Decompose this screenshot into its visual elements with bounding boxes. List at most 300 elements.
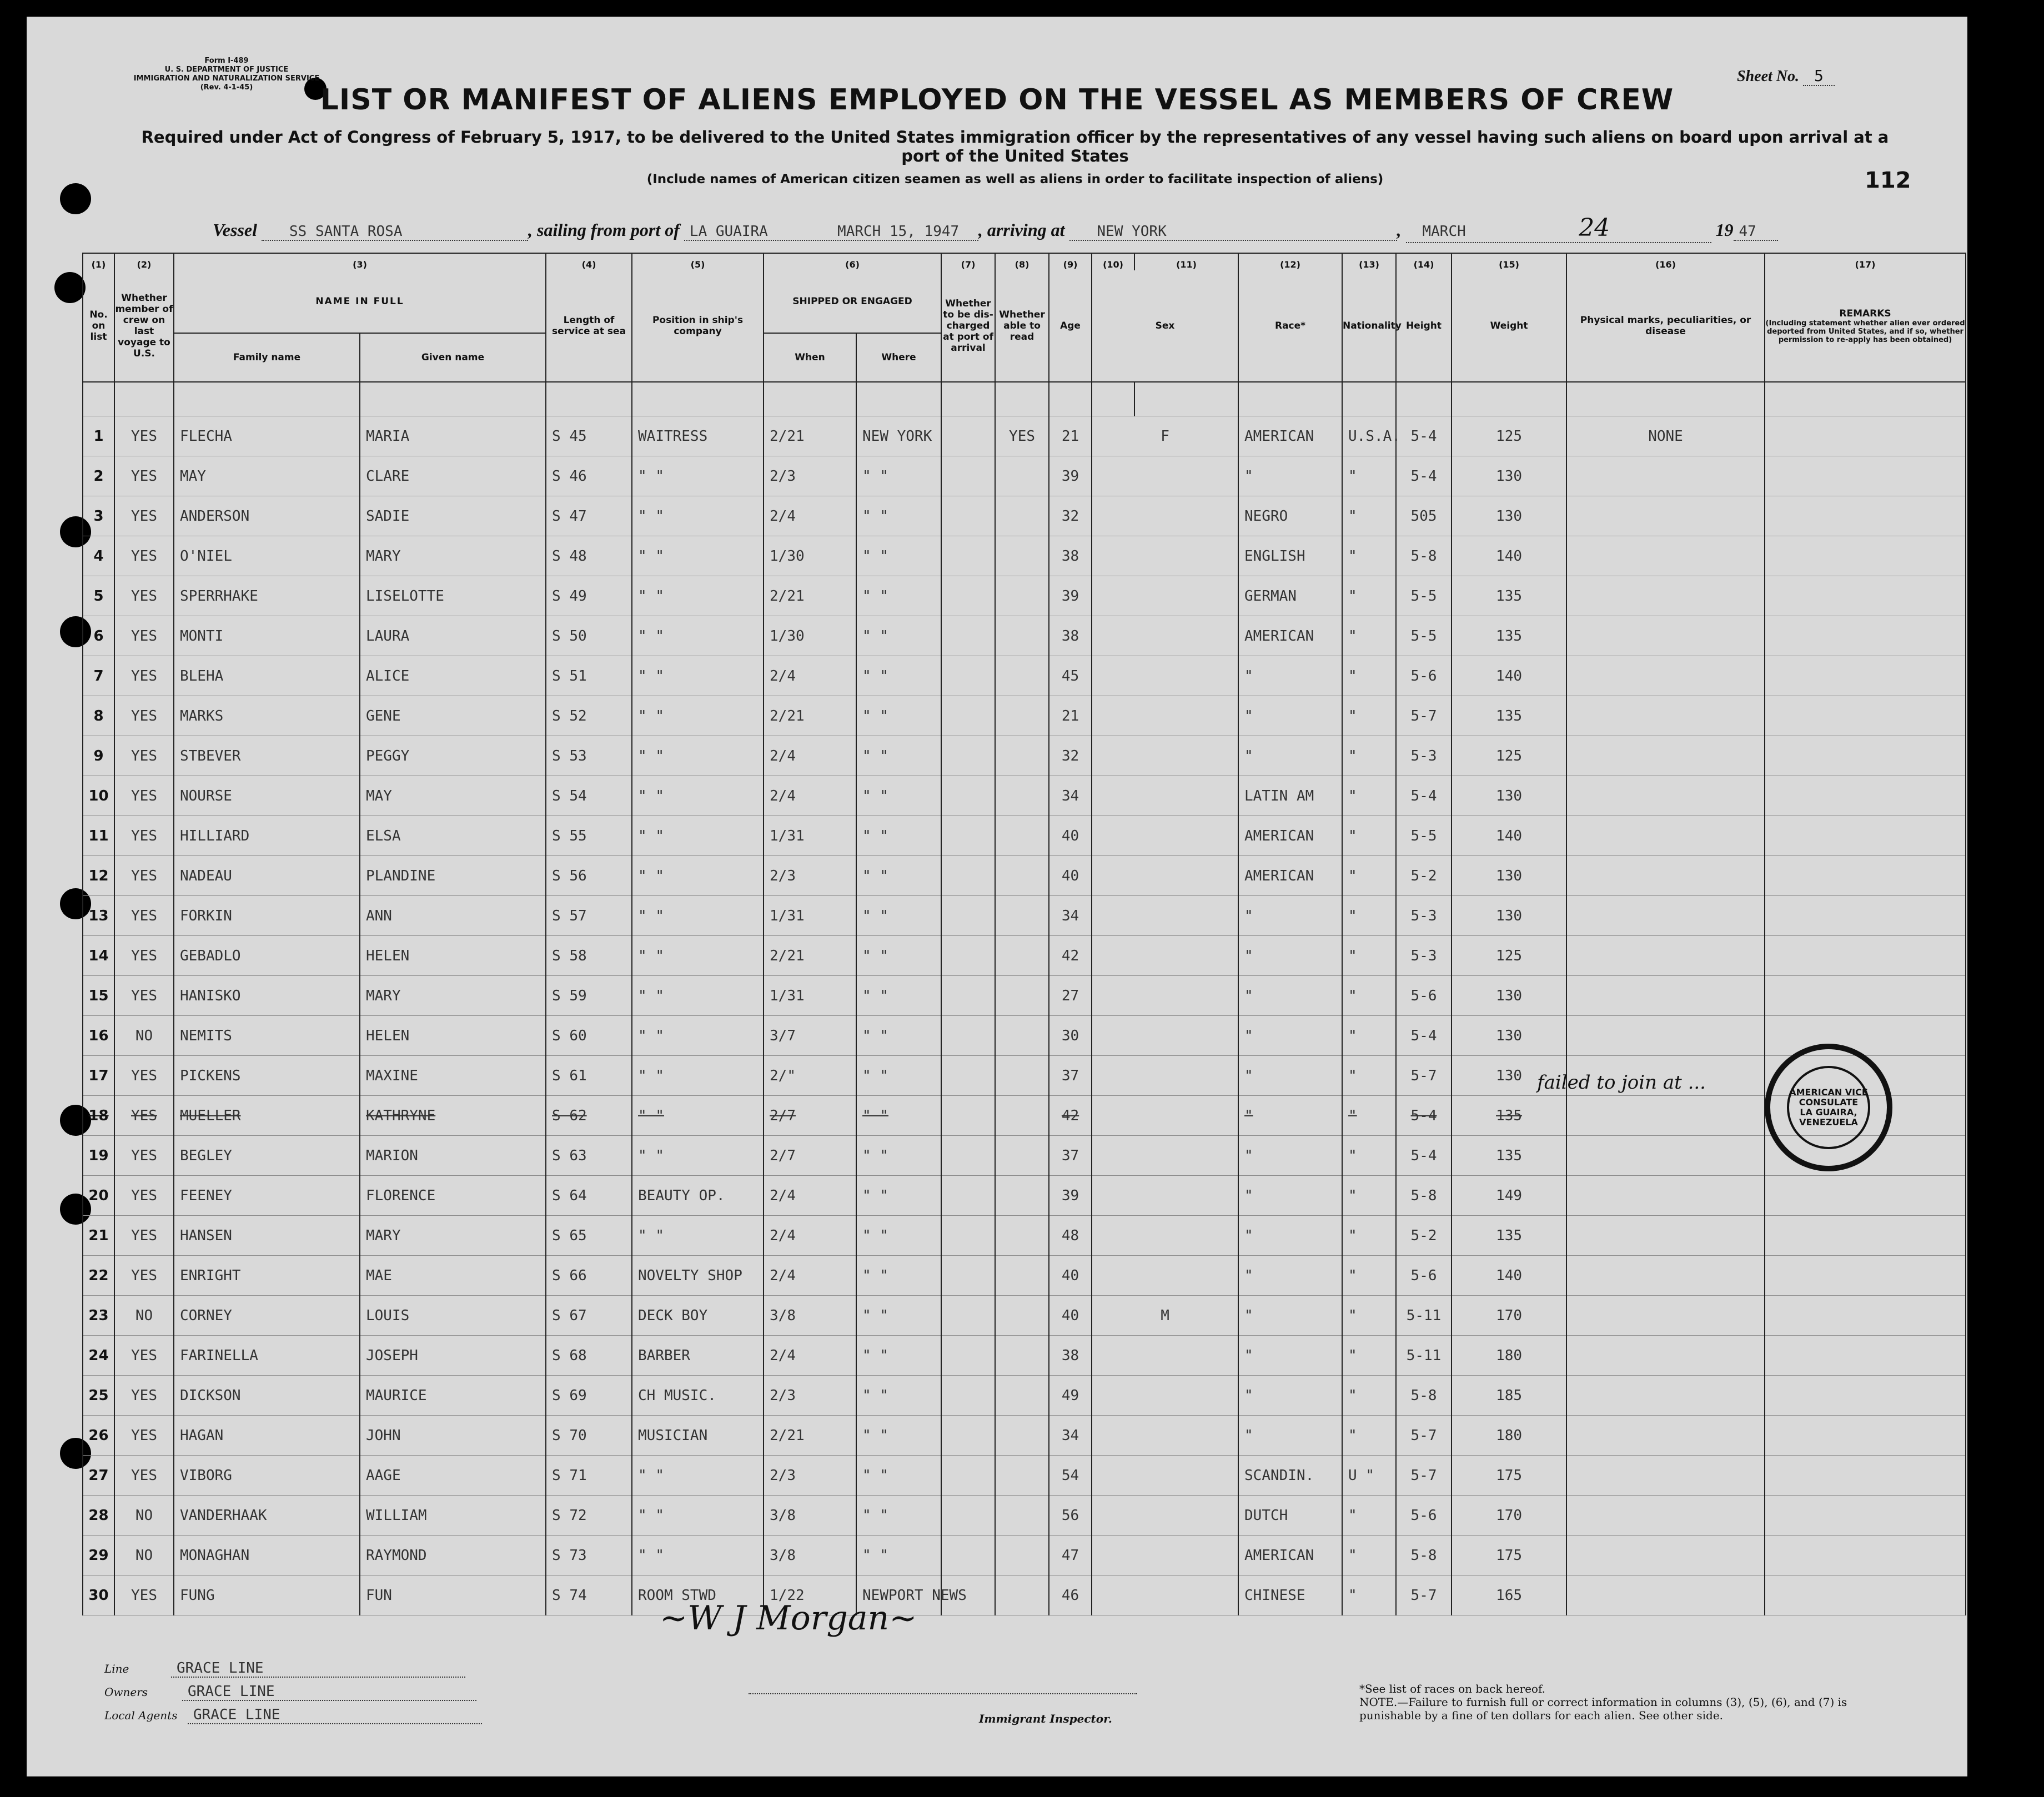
- cell-row-number: 10: [83, 776, 114, 816]
- cell-race: ": [1238, 976, 1342, 1016]
- cell-physical-marks: [1566, 616, 1765, 656]
- cell-able-read: [995, 656, 1049, 696]
- cell-position: " ": [632, 696, 764, 736]
- cell-able-read: YES: [995, 416, 1049, 456]
- cell-sex: [1092, 896, 1238, 936]
- sheet-number-label: Sheet No.: [1737, 68, 1799, 85]
- cell-discharged: [941, 1536, 995, 1575]
- cell-given-name: JOSEPH: [360, 1336, 546, 1376]
- cell-weight: 135: [1452, 576, 1566, 616]
- cell-shipped-when: 3/8: [764, 1536, 856, 1575]
- cell-discharged: [941, 776, 995, 816]
- cell-length-service: S 70: [546, 1416, 632, 1456]
- cell-position: NOVELTY SHOP: [632, 1256, 764, 1296]
- cell-given-name: AAGE: [360, 1456, 546, 1496]
- cell-position: " ": [632, 736, 764, 776]
- cell-race: ": [1238, 696, 1342, 736]
- cell-sex: [1092, 856, 1238, 896]
- cell-discharged: [941, 976, 995, 1016]
- cell-race: GERMAN: [1238, 576, 1342, 616]
- col-num: (11): [1134, 253, 1238, 270]
- cell-age: 45: [1049, 656, 1092, 696]
- cell-given-name: ALICE: [360, 656, 546, 696]
- cell-able-read: [995, 896, 1049, 936]
- cell-family-name: HANSEN: [174, 1216, 360, 1256]
- cell-shipped-when: 2/21: [764, 416, 856, 456]
- cell-given-name: MARY: [360, 1216, 546, 1256]
- cell-age: 46: [1049, 1575, 1092, 1615]
- cell-shipped-when: 2/4: [764, 1336, 856, 1376]
- cell-family-name: CORNEY: [174, 1296, 360, 1336]
- cell-length-service: S 57: [546, 896, 632, 936]
- cell-height: 5-8: [1396, 1176, 1452, 1216]
- header-remarks-title: REMARKS: [1839, 308, 1891, 319]
- cell-remarks: [1765, 1176, 1966, 1216]
- table-row: [83, 576, 1966, 616]
- cell-member-last-voyage: YES: [114, 1575, 174, 1615]
- cell-shipped-when: 2/21: [764, 936, 856, 976]
- header-row: [83, 270, 1966, 333]
- cell-remarks: [1765, 776, 1966, 816]
- cell-length-service: S 50: [546, 616, 632, 656]
- vessel-name: SS SANTA ROSA: [262, 223, 528, 241]
- cell-nationality: ": [1342, 736, 1396, 776]
- header-remarks-sub: (Including statement whether alien ever ordered deported from United States, and if so, whether permission to re-apply has been obtained): [1765, 319, 1965, 344]
- cell-family-name: NOURSE: [174, 776, 360, 816]
- cell-discharged: [941, 936, 995, 976]
- cell-weight: 130: [1452, 1056, 1566, 1096]
- footer-owners-value: GRACE LINE: [182, 1683, 476, 1701]
- cell-given-name: WILLIAM: [360, 1496, 546, 1536]
- cell-race: ": [1238, 1336, 1342, 1376]
- cell-member-last-voyage: YES: [114, 1136, 174, 1176]
- cell-given-name: HELEN: [360, 936, 546, 976]
- cell-nationality: ": [1342, 896, 1396, 936]
- cell-able-read: [995, 1256, 1049, 1296]
- cell-sex: [1092, 736, 1238, 776]
- cell-row-number: 3: [83, 496, 114, 536]
- header-nationality: Nationality: [1342, 270, 1396, 382]
- cell-race: ": [1238, 1216, 1342, 1256]
- cell-physical-marks: [1566, 816, 1765, 856]
- table-row: [83, 1456, 1966, 1496]
- cell-age: 49: [1049, 1376, 1092, 1416]
- cell-height: 5-5: [1396, 616, 1452, 656]
- cell-physical-marks: [1566, 1376, 1765, 1416]
- cell-length-service: S 51: [546, 656, 632, 696]
- cell-position: ROOM STWD: [632, 1575, 764, 1615]
- table-row: [83, 456, 1966, 496]
- cell-position: CH MUSIC.: [632, 1376, 764, 1416]
- cell-nationality: ": [1342, 496, 1396, 536]
- cell-position: " ": [632, 776, 764, 816]
- col-num: (4): [546, 253, 632, 270]
- cell-race: ": [1238, 456, 1342, 496]
- cell-height: 5-11: [1396, 1336, 1452, 1376]
- consulate-stamp: [1765, 1044, 1892, 1171]
- table-row: [83, 536, 1966, 576]
- cell-physical-marks: [1566, 1496, 1765, 1536]
- cell-given-name: KATHRYNE: [360, 1096, 546, 1136]
- inspector-signature: ~W J Morgan~: [660, 1599, 917, 1638]
- cell-family-name: FORKIN: [174, 896, 360, 936]
- cell-family-name: FEENEY: [174, 1176, 360, 1216]
- cell-height: 5-6: [1396, 656, 1452, 696]
- cell-shipped-where: NEW YORK: [856, 416, 941, 456]
- cell-remarks: [1765, 1575, 1966, 1615]
- cell-discharged: [941, 1416, 995, 1456]
- cell-member-last-voyage: YES: [114, 1256, 174, 1296]
- cell-able-read: [995, 816, 1049, 856]
- cell-member-last-voyage: YES: [114, 1216, 174, 1256]
- footer-line-label: Line: [104, 1662, 129, 1675]
- table-row: [83, 696, 1966, 736]
- header-position: Position in ship's company: [632, 270, 764, 382]
- cell-shipped-where: " ": [856, 656, 941, 696]
- cell-shipped-where: " ": [856, 856, 941, 896]
- cell-height: 5-5: [1396, 816, 1452, 856]
- cell-length-service: S 73: [546, 1536, 632, 1575]
- cell-shipped-when: 2/4: [764, 1176, 856, 1216]
- cell-nationality: ": [1342, 1416, 1396, 1456]
- cell-able-read: [995, 1336, 1049, 1376]
- footer-owners-row: [104, 1683, 476, 1701]
- cell-sex: [1092, 576, 1238, 616]
- cell-shipped-when: 2/4: [764, 776, 856, 816]
- cell-height: 5-2: [1396, 1216, 1452, 1256]
- cell-family-name: MAY: [174, 456, 360, 496]
- cell-given-name: MARY: [360, 976, 546, 1016]
- cell-nationality: ": [1342, 1136, 1396, 1176]
- cell-discharged: [941, 1176, 995, 1216]
- col-num: (15): [1452, 253, 1566, 270]
- cell-able-read: [995, 1216, 1049, 1256]
- cell-weight: 180: [1452, 1416, 1566, 1456]
- cell-position: MUSICIAN: [632, 1416, 764, 1456]
- page-title: [27, 83, 1967, 117]
- cell-sex: [1092, 616, 1238, 656]
- cell-sex: [1092, 1336, 1238, 1376]
- header-name-in-full: NAME IN FULL: [174, 270, 546, 333]
- table-row: [83, 1336, 1966, 1376]
- cell-remarks: [1765, 456, 1966, 496]
- cell-row-number: 14: [83, 936, 114, 976]
- cell-length-service: S 65: [546, 1216, 632, 1256]
- cell-nationality: ": [1342, 1056, 1396, 1096]
- cell-row-number: 19: [83, 1136, 114, 1176]
- cell-family-name: HILLIARD: [174, 816, 360, 856]
- cell-weight: 130: [1452, 1016, 1566, 1056]
- cell-age: 38: [1049, 536, 1092, 576]
- cell-position: " ": [632, 1016, 764, 1056]
- cell-shipped-when: 2/": [764, 1056, 856, 1096]
- cell-age: 40: [1049, 1256, 1092, 1296]
- cell-shipped-where: " ": [856, 976, 941, 1016]
- race-note: *See list of races on back hereof.: [1359, 1682, 1546, 1695]
- manifest-sheet: [27, 17, 1967, 1776]
- cell-discharged: [941, 1016, 995, 1056]
- cell-able-read: [995, 1416, 1049, 1456]
- cell-physical-marks: [1566, 896, 1765, 936]
- cell-discharged: [941, 416, 995, 456]
- cell-member-last-voyage: YES: [114, 976, 174, 1016]
- cell-nationality: ": [1342, 856, 1396, 896]
- table-row: [83, 496, 1966, 536]
- cell-remarks: [1765, 696, 1966, 736]
- cell-physical-marks: [1566, 1256, 1765, 1296]
- cell-family-name: BLEHA: [174, 656, 360, 696]
- cell-position: " ": [632, 1456, 764, 1496]
- cell-shipped-where: " ": [856, 896, 941, 936]
- cell-remarks: [1765, 1336, 1966, 1376]
- cell-shipped-where: NEWPORT NEWS: [856, 1575, 941, 1615]
- cell-length-service: S 66: [546, 1256, 632, 1296]
- cell-weight: 140: [1452, 536, 1566, 576]
- cell-position: " ": [632, 1096, 764, 1136]
- cell-position: " ": [632, 856, 764, 896]
- cell-position: " ": [632, 1496, 764, 1536]
- cell-nationality: ": [1342, 816, 1396, 856]
- cell-physical-marks: [1566, 536, 1765, 576]
- cell-race: ": [1238, 736, 1342, 776]
- cell-shipped-when: 1/22: [764, 1575, 856, 1615]
- binder-hole: [54, 272, 86, 303]
- cell-shipped-when: 2/3: [764, 856, 856, 896]
- sailing-label: , sailing from port of: [528, 220, 680, 240]
- cell-sex: [1092, 1256, 1238, 1296]
- cell-discharged: [941, 496, 995, 536]
- cell-sex: [1092, 1096, 1238, 1136]
- subtitle-note: (Include names of American citizen seamen as well as aliens in order to facilitate inspection of aliens): [646, 172, 1384, 187]
- cell-row-number: 27: [83, 1456, 114, 1496]
- header-length-service: Length of service at sea: [546, 270, 632, 382]
- cell-sex: [1092, 1456, 1238, 1496]
- cell-shipped-where: " ": [856, 616, 941, 656]
- cell-given-name: LISELOTTE: [360, 576, 546, 616]
- form-service: IMMIGRATION AND NATURALIZATION SERVICE: [133, 74, 320, 83]
- cell-nationality: ": [1342, 776, 1396, 816]
- cell-length-service: S 45: [546, 416, 632, 456]
- cell-discharged: [941, 816, 995, 856]
- cell-remarks: [1765, 1496, 1966, 1536]
- cell-shipped-where: " ": [856, 576, 941, 616]
- cell-position: " ": [632, 576, 764, 616]
- vessel-label: Vessel: [213, 220, 257, 240]
- cell-age: 42: [1049, 936, 1092, 976]
- cell-shipped-where: " ": [856, 1496, 941, 1536]
- cell-sex: [1092, 536, 1238, 576]
- cell-age: 39: [1049, 576, 1092, 616]
- arrival-date: [1406, 214, 1711, 243]
- cell-race: AMERICAN: [1238, 616, 1342, 656]
- cell-member-last-voyage: NO: [114, 1296, 174, 1336]
- cell-discharged: [941, 1216, 995, 1256]
- cell-physical-marks: [1566, 496, 1765, 536]
- cell-age: 37: [1049, 1136, 1092, 1176]
- cell-physical-marks: [1566, 1096, 1765, 1136]
- cell-height: 5-3: [1396, 736, 1452, 776]
- cell-race: AMERICAN: [1238, 416, 1342, 456]
- cell-age: 32: [1049, 496, 1092, 536]
- cell-family-name: FARINELLA: [174, 1336, 360, 1376]
- form-dept: U. S. DEPARTMENT OF JUSTICE: [164, 66, 289, 74]
- arrive-month: MARCH: [1422, 223, 1466, 240]
- table-row: [83, 776, 1966, 816]
- remark-handwriting: failed to join at ...: [1537, 1071, 1706, 1094]
- cell-shipped-where: " ": [856, 1256, 941, 1296]
- cell-height: 505: [1396, 496, 1452, 536]
- cell-physical-marks: [1566, 776, 1765, 816]
- cell-weight: 180: [1452, 1336, 1566, 1376]
- table-row: [83, 1176, 1966, 1216]
- cell-nationality: ": [1342, 536, 1396, 576]
- cell-family-name: HAGAN: [174, 1416, 360, 1456]
- arrive-year-prefix: 19: [1715, 220, 1734, 240]
- cell-height: 5-3: [1396, 896, 1452, 936]
- cell-row-number: 5: [83, 576, 114, 616]
- cell-weight: 130: [1452, 456, 1566, 496]
- cell-length-service: S 54: [546, 776, 632, 816]
- page-number: 112: [1865, 168, 1911, 193]
- cell-physical-marks: [1566, 1336, 1765, 1376]
- table-row: [83, 816, 1966, 856]
- cell-discharged: [941, 616, 995, 656]
- cell-remarks: [1765, 1216, 1966, 1256]
- cell-shipped-when: 2/4: [764, 656, 856, 696]
- cell-given-name: GENE: [360, 696, 546, 736]
- cell-weight: 135: [1452, 1216, 1566, 1256]
- cell-row-number: 6: [83, 616, 114, 656]
- cell-family-name: NEMITS: [174, 1016, 360, 1056]
- cell-member-last-voyage: YES: [114, 1336, 174, 1376]
- header-when: When: [764, 333, 856, 382]
- cell-able-read: [995, 456, 1049, 496]
- footer-owners-label: Owners: [104, 1685, 148, 1699]
- cell-able-read: [995, 776, 1049, 816]
- cell-length-service: S 56: [546, 856, 632, 896]
- cell-sex: [1092, 816, 1238, 856]
- cell-remarks: [1765, 1016, 1966, 1056]
- cell-weight: 125: [1452, 416, 1566, 456]
- cell-shipped-when: 1/31: [764, 896, 856, 936]
- cell-length-service: S 46: [546, 456, 632, 496]
- cell-weight: 185: [1452, 1376, 1566, 1416]
- cell-shipped-where: " ": [856, 1096, 941, 1136]
- cell-family-name: VANDERHAAK: [174, 1496, 360, 1536]
- table-row: [83, 656, 1966, 696]
- cell-shipped-when: 1/30: [764, 616, 856, 656]
- cell-physical-marks: [1566, 1016, 1765, 1056]
- cell-discharged: [941, 1136, 995, 1176]
- cell-race: ": [1238, 1416, 1342, 1456]
- header-race: Race*: [1238, 270, 1342, 382]
- cell-able-read: [995, 1056, 1049, 1096]
- cell-given-name: LAURA: [360, 616, 546, 656]
- cell-nationality: ": [1342, 1216, 1396, 1256]
- cell-age: 54: [1049, 1456, 1092, 1496]
- cell-remarks: [1765, 1376, 1966, 1416]
- cell-row-number: 15: [83, 976, 114, 1016]
- cell-height: 5-6: [1396, 976, 1452, 1016]
- header-given-name: Given name: [360, 333, 546, 382]
- cell-weight: 125: [1452, 936, 1566, 976]
- table-row: [83, 1216, 1966, 1256]
- cell-length-service: S 69: [546, 1376, 632, 1416]
- cell-shipped-when: 2/21: [764, 576, 856, 616]
- cell-sex: [1092, 1536, 1238, 1575]
- arrive-day: 24: [1579, 214, 1610, 242]
- cell-shipped-when: 2/3: [764, 456, 856, 496]
- cell-physical-marks: NONE: [1566, 416, 1765, 456]
- cell-race: NEGRO: [1238, 496, 1342, 536]
- cell-shipped-where: " ": [856, 776, 941, 816]
- cell-height: 5-3: [1396, 936, 1452, 976]
- cell-shipped-when: 1/31: [764, 976, 856, 1016]
- cell-able-read: [995, 976, 1049, 1016]
- cell-position: " ": [632, 536, 764, 576]
- cell-race: LATIN AM: [1238, 776, 1342, 816]
- cell-age: 34: [1049, 776, 1092, 816]
- page-title-text: LIST OR MANIFEST OF ALIENS EMPLOYED ON THE VESSEL AS MEMBERS OF CREW: [320, 83, 1674, 117]
- cell-able-read: [995, 1016, 1049, 1056]
- cell-height: 5-4: [1396, 1096, 1452, 1136]
- footer-line-value: GRACE LINE: [171, 1660, 465, 1678]
- cell-sex: [1092, 1136, 1238, 1176]
- cell-row-number: 13: [83, 896, 114, 936]
- cell-able-read: [995, 936, 1049, 976]
- cell-sex: [1092, 456, 1238, 496]
- cell-row-number: 17: [83, 1056, 114, 1096]
- cell-discharged: [941, 1376, 995, 1416]
- table-row: [83, 616, 1966, 656]
- cell-sex: [1092, 496, 1238, 536]
- cell-discharged: [941, 1256, 995, 1296]
- cell-shipped-when: 3/8: [764, 1296, 856, 1336]
- cell-given-name: MAXINE: [360, 1056, 546, 1096]
- cell-weight: 175: [1452, 1456, 1566, 1496]
- cell-length-service: S 49: [546, 576, 632, 616]
- cell-race: ": [1238, 1256, 1342, 1296]
- cell-race: CHINESE: [1238, 1575, 1342, 1615]
- cell-age: 39: [1049, 1176, 1092, 1216]
- cell-shipped-when: 2/4: [764, 496, 856, 536]
- cell-nationality: U ": [1342, 1456, 1396, 1496]
- cell-family-name: HANISKO: [174, 976, 360, 1016]
- cell-member-last-voyage: NO: [114, 1016, 174, 1056]
- cell-length-service: S 62: [546, 1096, 632, 1136]
- cell-sex: [1092, 1056, 1238, 1096]
- cell-weight: 135: [1452, 696, 1566, 736]
- cell-given-name: MARY: [360, 536, 546, 576]
- binder-hole: [60, 183, 91, 214]
- cell-member-last-voyage: YES: [114, 656, 174, 696]
- cell-weight: 130: [1452, 496, 1566, 536]
- cell-shipped-where: " ": [856, 496, 941, 536]
- cell-family-name: BEGLEY: [174, 1136, 360, 1176]
- cell-shipped-where: " ": [856, 1056, 941, 1096]
- table-spacer-row: [83, 382, 1966, 416]
- col-num: (17): [1765, 253, 1966, 270]
- cell-weight: 140: [1452, 816, 1566, 856]
- cell-weight: 130: [1452, 976, 1566, 1016]
- cell-age: 47: [1049, 1536, 1092, 1575]
- cell-remarks: [1765, 536, 1966, 576]
- cell-height: 5-2: [1396, 856, 1452, 896]
- cell-shipped-where: " ": [856, 1456, 941, 1496]
- cell-weight: 175: [1452, 1536, 1566, 1575]
- cell-given-name: MAY: [360, 776, 546, 816]
- cell-shipped-where: " ": [856, 696, 941, 736]
